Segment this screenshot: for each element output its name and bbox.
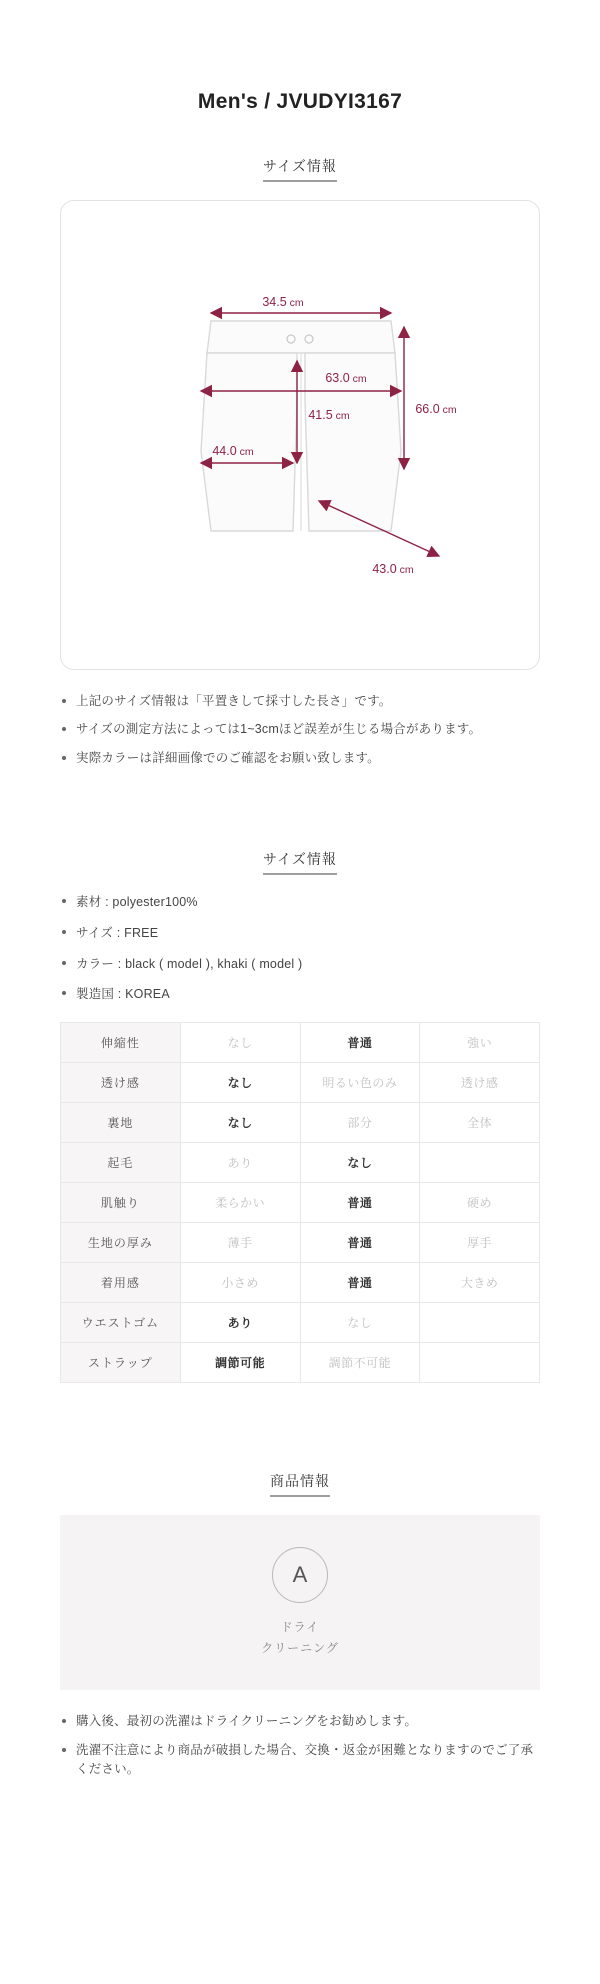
attr-option: 明るい色のみ [300,1063,420,1103]
attr-option-empty [420,1303,540,1343]
table-row [61,1103,540,1143]
attr-label: ウエストゴム [61,1303,181,1343]
attr-label: 起毛 [61,1143,181,1183]
attr-option: 薄手 [180,1223,300,1263]
attr-option: 普通 [300,1023,420,1063]
attr-option: 部分 [300,1103,420,1143]
table-row [61,1223,540,1263]
attr-label: 透け感 [61,1063,181,1103]
attr-option: 強い [420,1023,540,1063]
attr-option: 普通 [300,1263,420,1303]
list-item: 上記のサイズ情報は「平置きして採寸した長さ」です。 [60,692,540,711]
list-item: サイズの測定方法によっては1~3cmほど誤差が生じる場合があります。 [60,720,540,739]
size-info-heading-text: サイズ情報 [263,156,337,182]
table-row [61,1063,540,1103]
attr-label: 裏地 [61,1103,181,1143]
dry-clean-icon [272,1547,328,1603]
dry-clean-symbol: A [292,1562,308,1588]
table-row [61,1343,540,1383]
attr-option: 調節可能 [180,1343,300,1383]
size-diagram-box [60,200,540,670]
size-detail-heading-text: サイズ情報 [263,849,337,875]
product-info-heading [60,1471,540,1497]
attr-option: 大きめ [420,1263,540,1303]
attr-option: あり [180,1303,300,1343]
attr-label: 生地の厚み [61,1223,181,1263]
page-title: Men's / JVUDYI3167 [197,90,403,114]
attr-label: 肌触り [61,1183,181,1223]
care-instruction-box [60,1515,540,1690]
list-item: カラー : black ( model ), khaki ( model ) [60,955,540,974]
attr-option: 厚手 [420,1223,540,1263]
measure-total-length: 66.0 cm [415,402,457,417]
attr-label: 着用感 [61,1263,181,1303]
measure-hip: 63.0 cm [325,371,367,386]
attr-option: 硬め [420,1183,540,1223]
attr-label: ストラップ [61,1343,181,1383]
table-row [61,1183,540,1223]
product-info-heading-text: 商品情報 [270,1471,330,1497]
attr-option: なし [300,1143,420,1183]
size-notes-list [60,692,540,768]
attr-option: 調節不可能 [300,1343,420,1383]
spec-list [60,893,540,1004]
care-label-line1: ドライ [280,1620,320,1635]
attribute-table [60,1022,540,1383]
table-row [61,1023,540,1063]
shorts-measurement-diagram [61,201,540,670]
table-row [61,1263,540,1303]
list-item: 素材 : polyester100% [60,893,540,912]
size-info-heading [60,156,540,182]
care-label-line2: クリーニング [261,1640,339,1655]
list-item: サイズ : FREE [60,924,540,943]
attr-option-empty [420,1343,540,1383]
measure-thigh: 41.5 cm [308,408,350,423]
list-item: 購入後、最初の洗濯はドライクリーニングをお勧めします。 [60,1712,540,1731]
attr-option: なし [180,1103,300,1143]
product-detail-page [0,14,600,1779]
table-row [61,1143,540,1183]
attr-option: 普通 [300,1223,420,1263]
measure-rise: 44.0 cm [212,444,254,459]
attr-option: 全体 [420,1103,540,1143]
care-notes-list [60,1712,540,1779]
size-detail-heading [60,849,540,875]
attr-label: 伸縮性 [61,1023,181,1063]
attr-option: なし [180,1023,300,1063]
attr-option: 透け感 [420,1063,540,1103]
attr-option: なし [300,1303,420,1343]
attr-option-empty [420,1143,540,1183]
attr-option: 柔らかい [180,1183,300,1223]
attr-option: あり [180,1143,300,1183]
attr-option: 普通 [300,1183,420,1223]
attr-option: なし [180,1063,300,1103]
list-item: 洗濯不注意により商品が破損した場合、交換・返金が困難となりますのでご了承ください。 [60,1741,540,1780]
table-row [61,1303,540,1343]
list-item: 実際カラーは詳細画像でのご確認をお願い致します。 [60,749,540,768]
measure-hem: 43.0 cm [372,562,414,577]
measure-waist: 34.5 cm [262,295,304,310]
list-item: 製造国 : KOREA [60,985,540,1004]
attr-option: 小さめ [180,1263,300,1303]
care-label [261,1617,339,1658]
